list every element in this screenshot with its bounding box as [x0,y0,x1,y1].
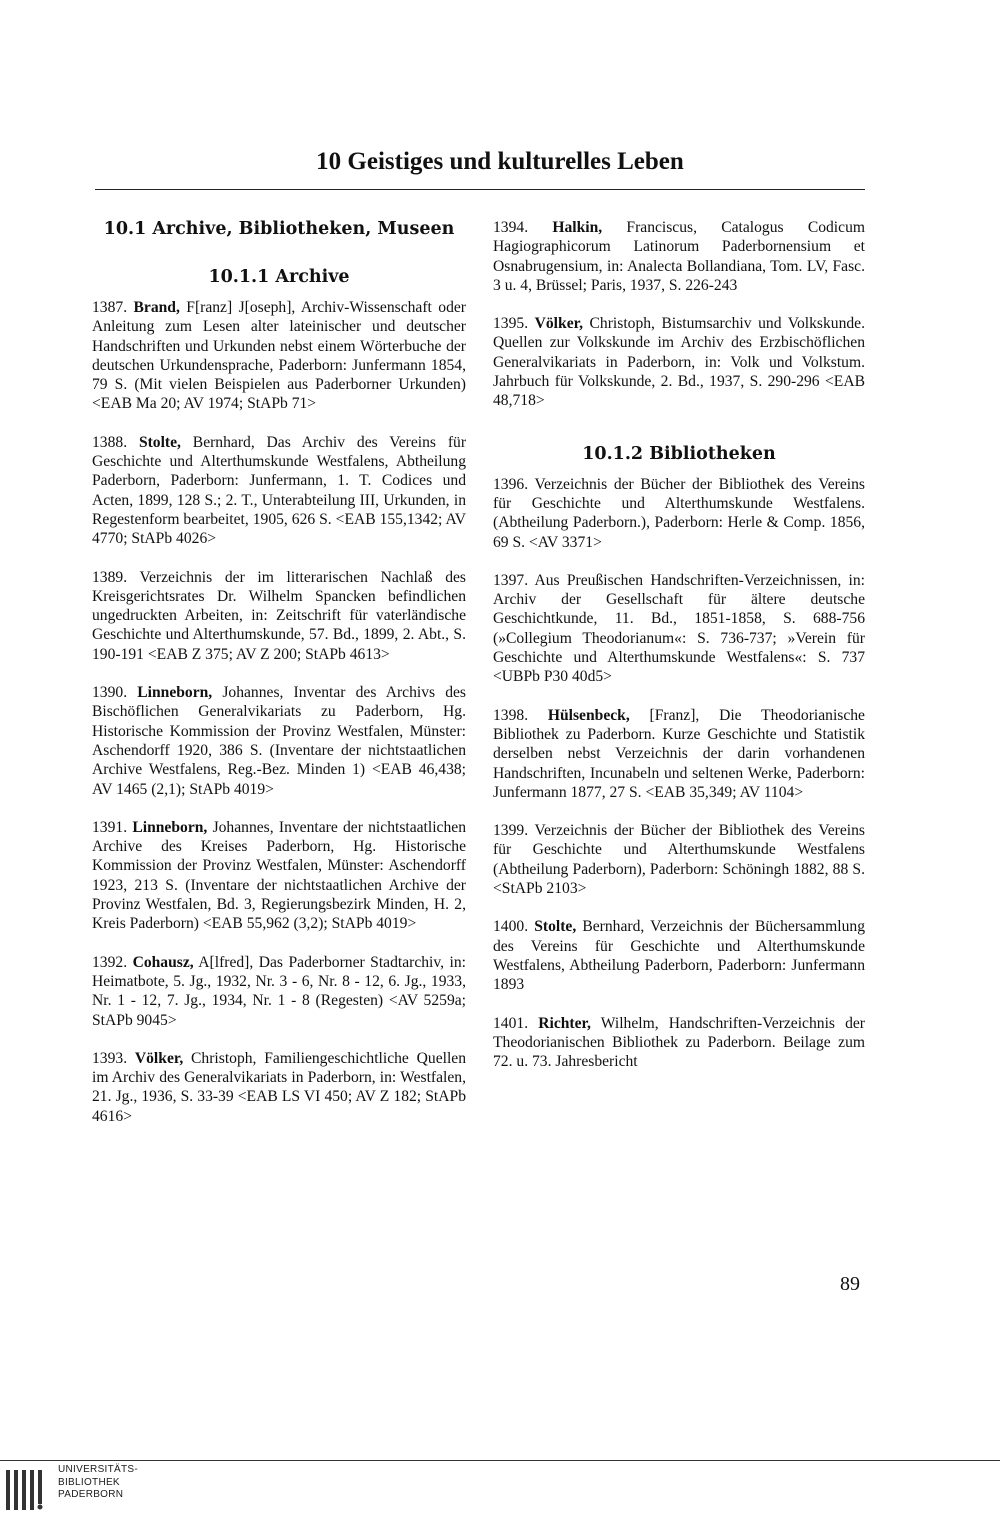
bib-entry-1396 [493,475,865,552]
subsection-heading-archive: 10.1.1 Archive [208,267,350,287]
logo-line: UNIVERSITÄTS- [58,1464,139,1475]
page-number: 89 [840,1273,860,1295]
entry-number: 1387. [92,299,128,316]
right-column [493,218,865,1090]
entry-author: Stolte, [534,918,577,936]
bib-entry-1388 [92,433,466,549]
entry-number: 1388. [92,433,128,451]
bib-entry-1389 [92,568,466,664]
entry-number: 1390. [92,684,128,702]
entry-text: F[ranz] J[oseph], Archiv-Wissenschaft oder Anleitung zum Lesen alter lateinischer und deutscher Handschriften und Urkunden nebst einem Wörterbuche der deutschen Urkundensprache, Paderborn: Junfermann 1854, 79 S. (Mit vielen Beispielen aus Paderborner Urkunden) <EAB Ma 20; AV 1974; StAPb 71> [92,299,466,413]
entry-number: 1392. [92,953,128,971]
entry-number: 1400. [493,918,529,936]
entry-text: Aus Preußischen Handschriften-Verzeichnissen, in: Archiv der Gesellschaft für ältere deutsche Geschichtkunde, 11. Bd., 1851-1858, S. 688-756 (»Collegium Theodorianum«: S. 736-737; »Verein für Geschichte und Alterthumskunde Westfalens«: S. 737 <UBPb P30 40d5> [493,571,865,686]
bib-entry-1400 [493,917,865,994]
entry-number: 1395. [493,315,529,333]
bib-entry-1393 [92,1049,466,1126]
library-logo-text [58,1464,138,1502]
bib-entry-1401 [493,1014,865,1072]
footer-rule [0,1460,1000,1461]
entry-author: Richter, [538,1014,591,1032]
bib-entry-1394 [493,218,865,295]
entry-number: 1397. [493,571,529,589]
entry-author: Linneborn, [137,684,213,702]
entry-number: 1401. [493,1014,529,1032]
entry-author: Stolte, [138,433,181,451]
entry-author: Halkin, [552,219,603,236]
entry-text: Johannes, Inventar des Archivs des Bischöflichen Generalvikariats zu Paderborn, Hg. Historische Kommission der Provinz Westfalen, Münster: Aschendorff 1920, 386 S. (Inventare der nichtstaatlichen Archive Westfalens, Reg.-Bez. Minden 1) <EAB 46,438; AV 1465 (2,1); StAPb 4019> [92,684,466,798]
library-logo-icon [4,1464,54,1510]
chapter-title: 10 Geistiges und kulturelles Leben [316,148,684,175]
bib-entry-1395 [493,314,865,410]
entry-text: Bernhard, Verzeichnis der Büchersammlung des Vereins für Geschichte und Alterthumskunde Westfalens, Abtheilung Paderborn, Paderborn: Junfermann 1893 [493,918,865,994]
entry-number: 1391. [92,818,128,836]
entry-text: Verzeichnis der Bücher der Bibliothek des Vereins für Geschichte und Alterthumskunde Westfalens (Abtheilung Paderborn), Paderborn: Schöningh 1882, 88 S. <StAPb 2103> [493,822,865,898]
entry-text: [Franz], Die Theodorianische Bibliothek zu Paderborn. Kurze Geschichte und Statistik derselben nebst Verzeichnis der darin vorhandenen Handschriften, Incunabeln und seltenen Werke, Paderborn: Junfermann 1877, 27 S. <EAB 35,349; AV 1104> [493,706,865,801]
bib-entry-1397 [493,571,865,687]
entry-text: Bernhard, Das Archiv des Vereins für Geschichte und Alterthumskunde Westfalens, Abtheilung Paderborn, Paderborn: Junfermann, 1. T. Codices und Acten, 1899, 128 S.; 2. T., Unterabteilung III, Urkunden, in Regestenform bearbeitet, 1905, 626 S. <EAB 155,1342; AV 4770; StAPb 4026> [92,433,467,548]
logo-line: PADERBORN [58,1489,124,1500]
entry-number: 1398. [493,706,529,724]
entry-text: Wilhelm, Handschriften-Verzeichnis der Theodorianischen Bibliothek zu Paderborn. Beilage zum 72. u. 73. Jahresbericht [493,1014,866,1071]
header-rule [95,189,865,190]
entry-author: Linneborn, [132,818,208,836]
left-column [92,218,466,1145]
library-logo [4,1464,144,1510]
entry-author: Hülsenbeck, [547,706,630,724]
entry-author: Völker, [134,1049,184,1067]
section-title: 10.1 Archive, Bibliotheken, Museen [103,219,455,239]
entry-text: Verzeichnis der im litterarischen Nachlaß des Kreisgerichtsrates Dr. Wilhelm Spancken befindlichen ungedruckten Arbeiten, in: Zeitschrift für vaterländische Geschichte und Alterthumskunde, 57. Bd., 1899, 2. Abt., S. 190-191 <EAB Z 375; AV Z 200; StAPb 4613> [92,568,466,663]
bib-entry-1391 [92,818,466,934]
bib-entry-1399 [493,821,865,898]
entry-number: 1396. [493,475,529,493]
entry-text: Franciscus, Catalogus Codicum Hagiographicorum Latinorum Paderbornensium et Osnabrugensium, in: Analecta Bollandiana, Tom. LV, Fasc. 3 u. 4, Brüssel; Paris, 1937, S. 226-243 [493,219,865,294]
entry-text: Verzeichnis der Bücher der Bibliothek des Vereins für Geschichte und Alterthumskunde Westfalens. (Abtheilung Paderborn.), Paderborn: Herle & Comp. 1856, 69 S. <AV 3371> [493,475,865,551]
bib-entry-1390 [92,683,466,799]
entry-number: 1389. [92,568,128,586]
bib-entry-1398 [493,706,865,802]
bib-entry-1387 [92,298,466,414]
entry-number: 1399. [493,822,529,840]
entry-author: Cohausz, [132,953,194,971]
entry-text: A[lfred], Das Paderborner Stadtarchiv, in: Heimatbote, 5. Jg., 1932, Nr. 3 - 6, Nr. 8 - 12, 6. Jg., 1933, Nr. 1 - 12, 7. Jg., 1934, Nr. 1 - 8 (Regesten) <AV 5259a; StAPb 9045> [92,953,466,1029]
entry-text: Johannes, Inventare der nichtstaatlichen Archive des Kreises Paderborn, Hg. Historische Kommission der Provinz Westfalen, Münster: Aschendorff 1923, 213 S. (Inventare der nichtstaatlichen Archive der Provinz Westfalen, Bd. 3, Regierungsbezirk Minden, H. 2, Kreis Paderborn) <EAB 55,962 (3,2); StAPb 4019> [92,818,466,933]
entry-number: 1394. [493,219,529,236]
entry-author: Brand, [133,299,180,316]
entry-number: 1393. [92,1049,128,1067]
bib-entry-1392 [92,953,466,1030]
section-heading [92,218,466,240]
entry-text: Christoph, Bistumsarchiv und Volkskunde. Quellen zur Volkskunde im Archiv des Erzbischöflichen Generalvikariats in Paderborn, in: Volk und Volkstum. Jahrbuch für Volkskunde, 2. Bd., 1937, S. 290-296 <EAB 48,718> [493,315,865,410]
logo-line: BIBLIOTHEK [58,1476,120,1488]
subsection-heading-bibliotheken: 10.1.2 Bibliotheken [582,443,776,464]
entry-author: Völker, [534,315,583,333]
entry-text: Christoph, Familiengeschichtliche Quellen im Archiv des Generalvikariats in Paderborn, in: Westfalen, 21. Jg., 1936, S. 33-39 <EAB LS VI 450; AV Z 182; StAPb 4616> [92,1049,466,1125]
